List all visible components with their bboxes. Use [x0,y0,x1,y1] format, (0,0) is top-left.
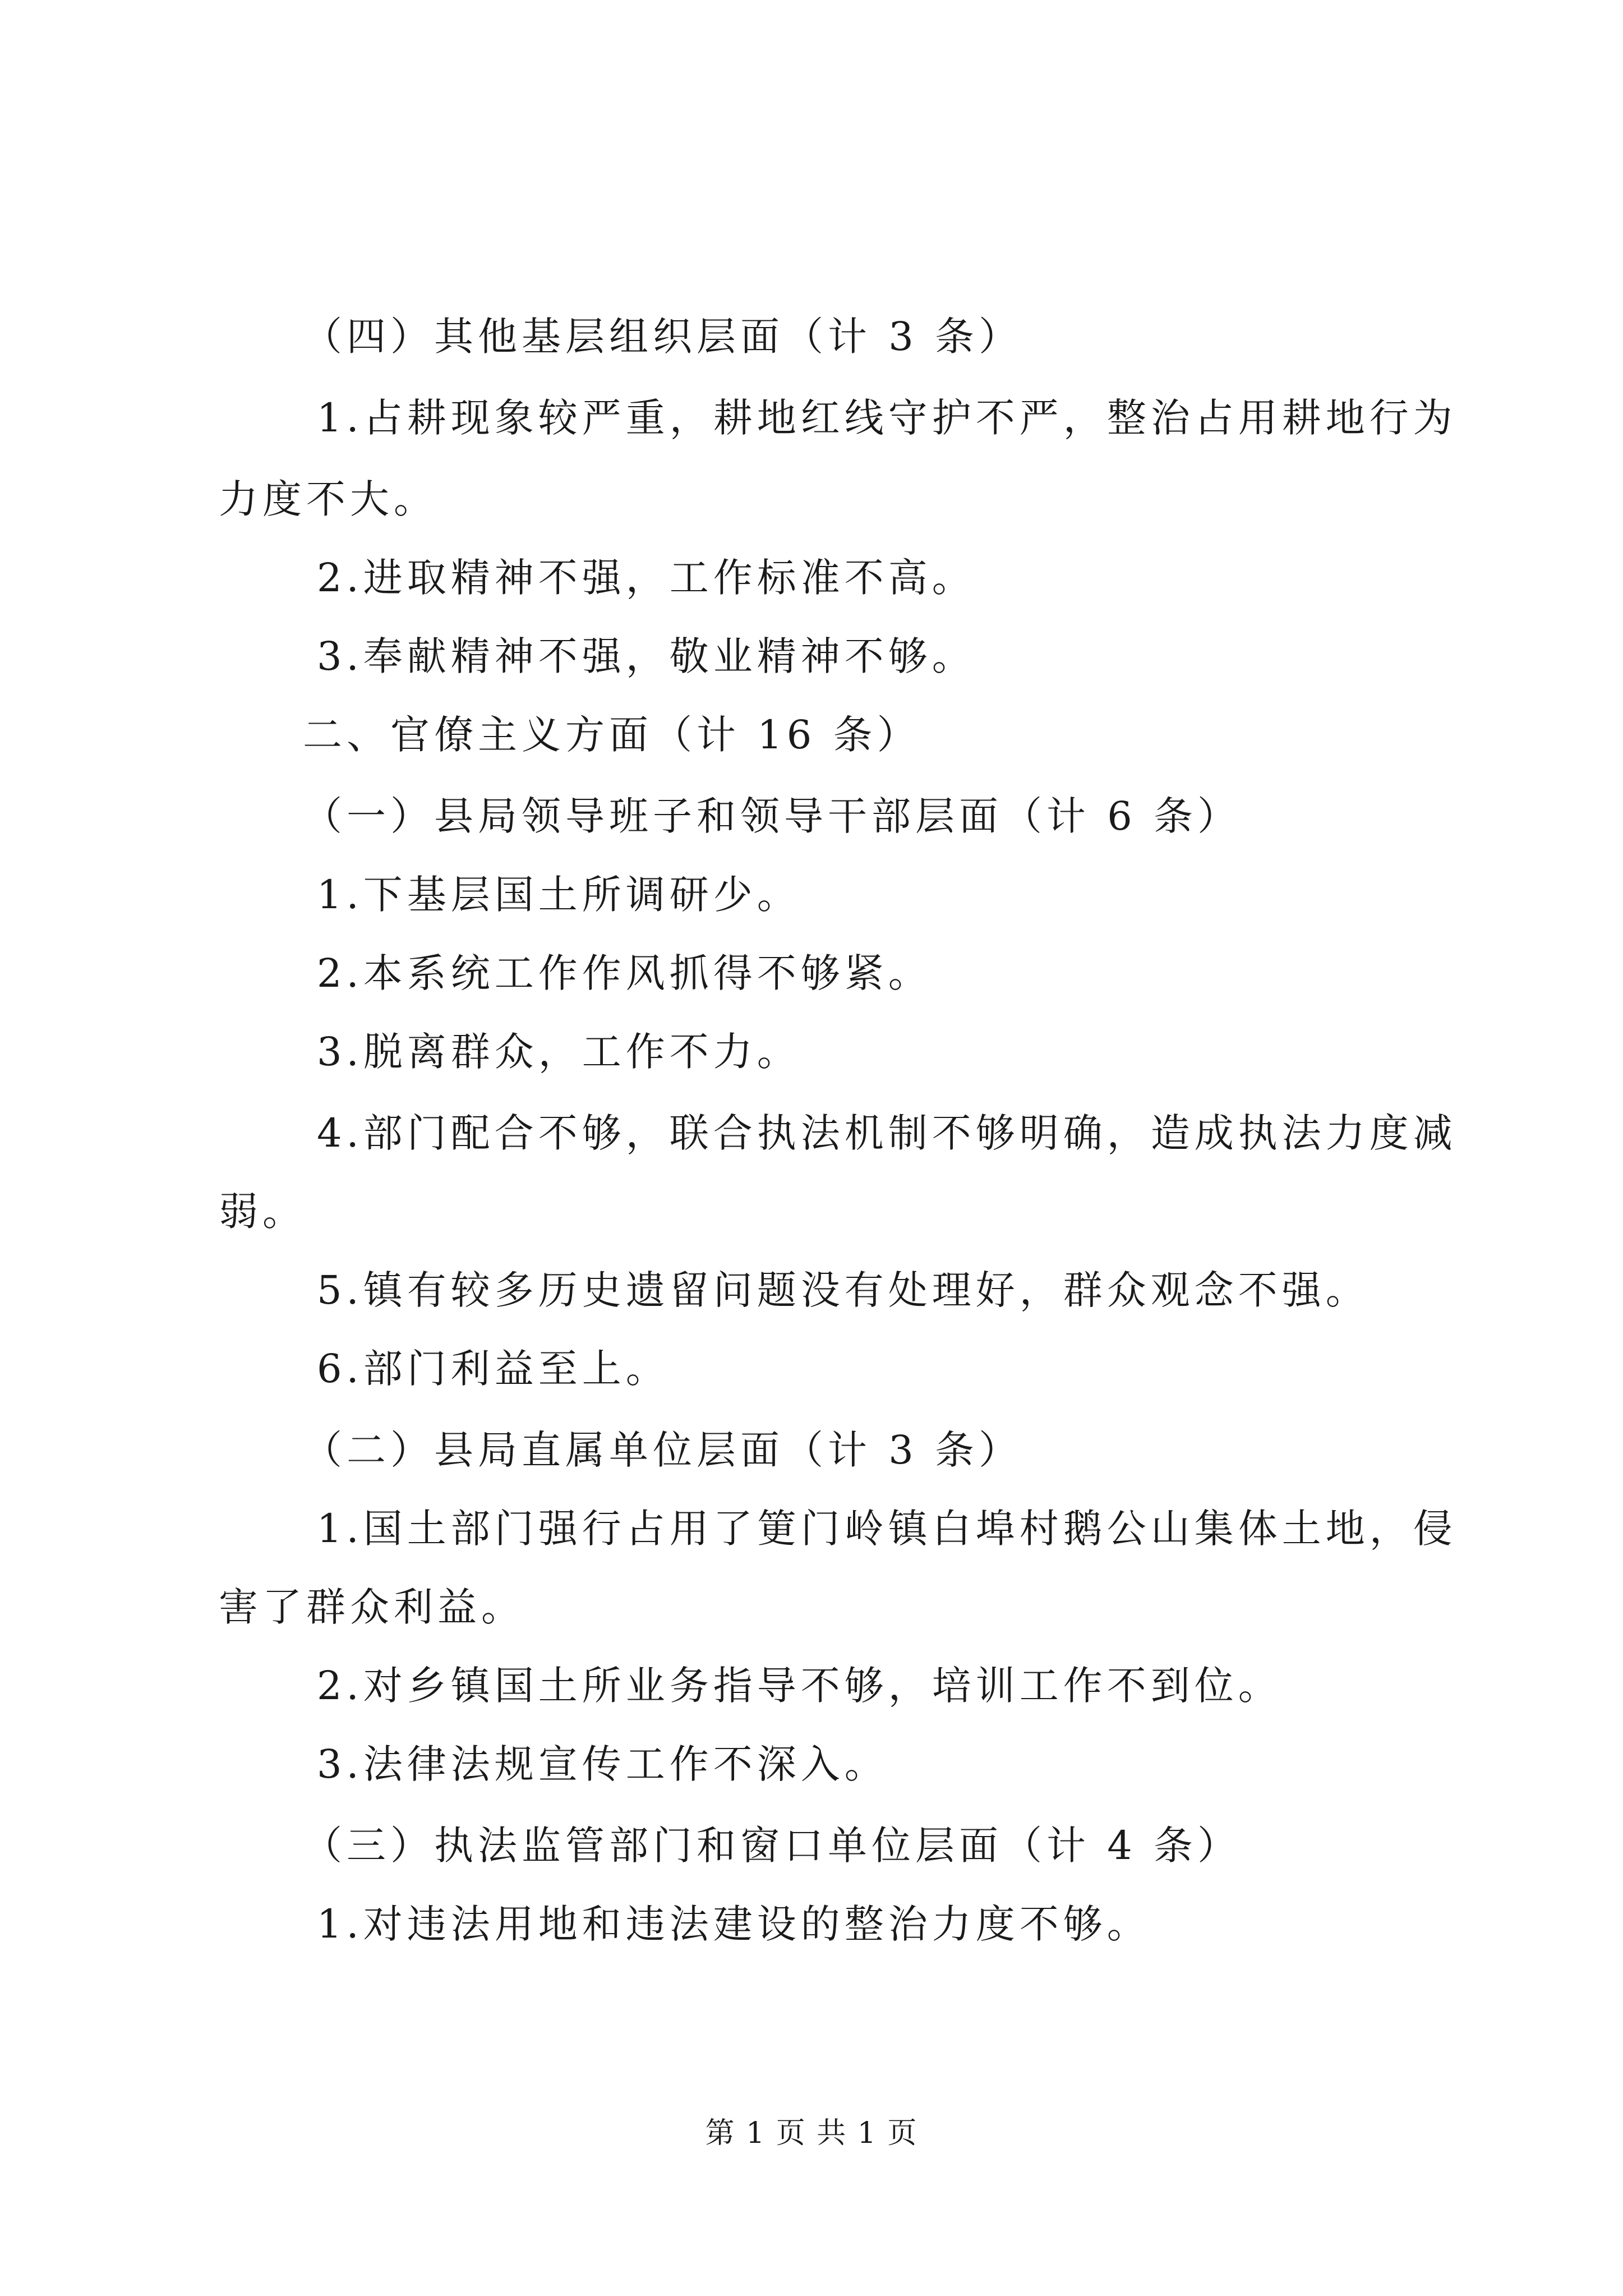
list-item: 1.下基层国土所调研少。 [317,872,801,918]
list-item: 3.脱离群众，工作不力。 [317,1029,801,1075]
list-item: 3.法律法规宣传工作不深入。 [317,1741,888,1787]
list-item: 1.对违法用地和违法建设的整治力度不够。 [317,1901,1151,1947]
list-item: 2.本系统工作作风抓得不够紧。 [317,950,932,996]
list-item-continuation: 力度不大。 [219,476,437,522]
list-item: 1.国土部门强行占用了筻门岭镇白埠村鹅公山集体土地，侵 [317,1506,1457,1552]
list-item: 6.部门利益至上。 [317,1346,670,1392]
section-heading: （三）执法监管部门和窗口单位层面（计 4 条） [303,1823,1242,1869]
list-item: 2.对乡镇国土所业务指导不够，培训工作不到位。 [317,1663,1282,1709]
list-item: 3.奉献精神不强，敬业精神不够。 [317,633,976,679]
list-item-continuation: 弱。 [219,1189,306,1235]
section-heading: （一）县局领导班子和领导干部层面（计 6 条） [303,793,1242,839]
section-heading: （四）其他基层组织层面（计 3 条） [303,314,1023,360]
list-item: 5.镇有较多历史遗留问题没有处理好，群众观念不强。 [317,1267,1370,1313]
section-heading: （二）县局直属单位层面（计 3 条） [303,1427,1023,1473]
list-item: 2.进取精神不强，工作标准不高。 [317,555,976,601]
section-heading: 二、官僚主义方面（计 16 条） [303,712,921,758]
list-item-continuation: 害了群众利益。 [219,1584,525,1630]
list-item: 4.部门配合不够，联合执法机制不够明确，造成执法力度减 [317,1110,1457,1156]
list-item: 1.占耕现象较严重，耕地红线守护不严，整治占用耕地行为 [317,395,1457,441]
page-number-footer: 第 1 页 共 1 页 [705,2116,918,2150]
